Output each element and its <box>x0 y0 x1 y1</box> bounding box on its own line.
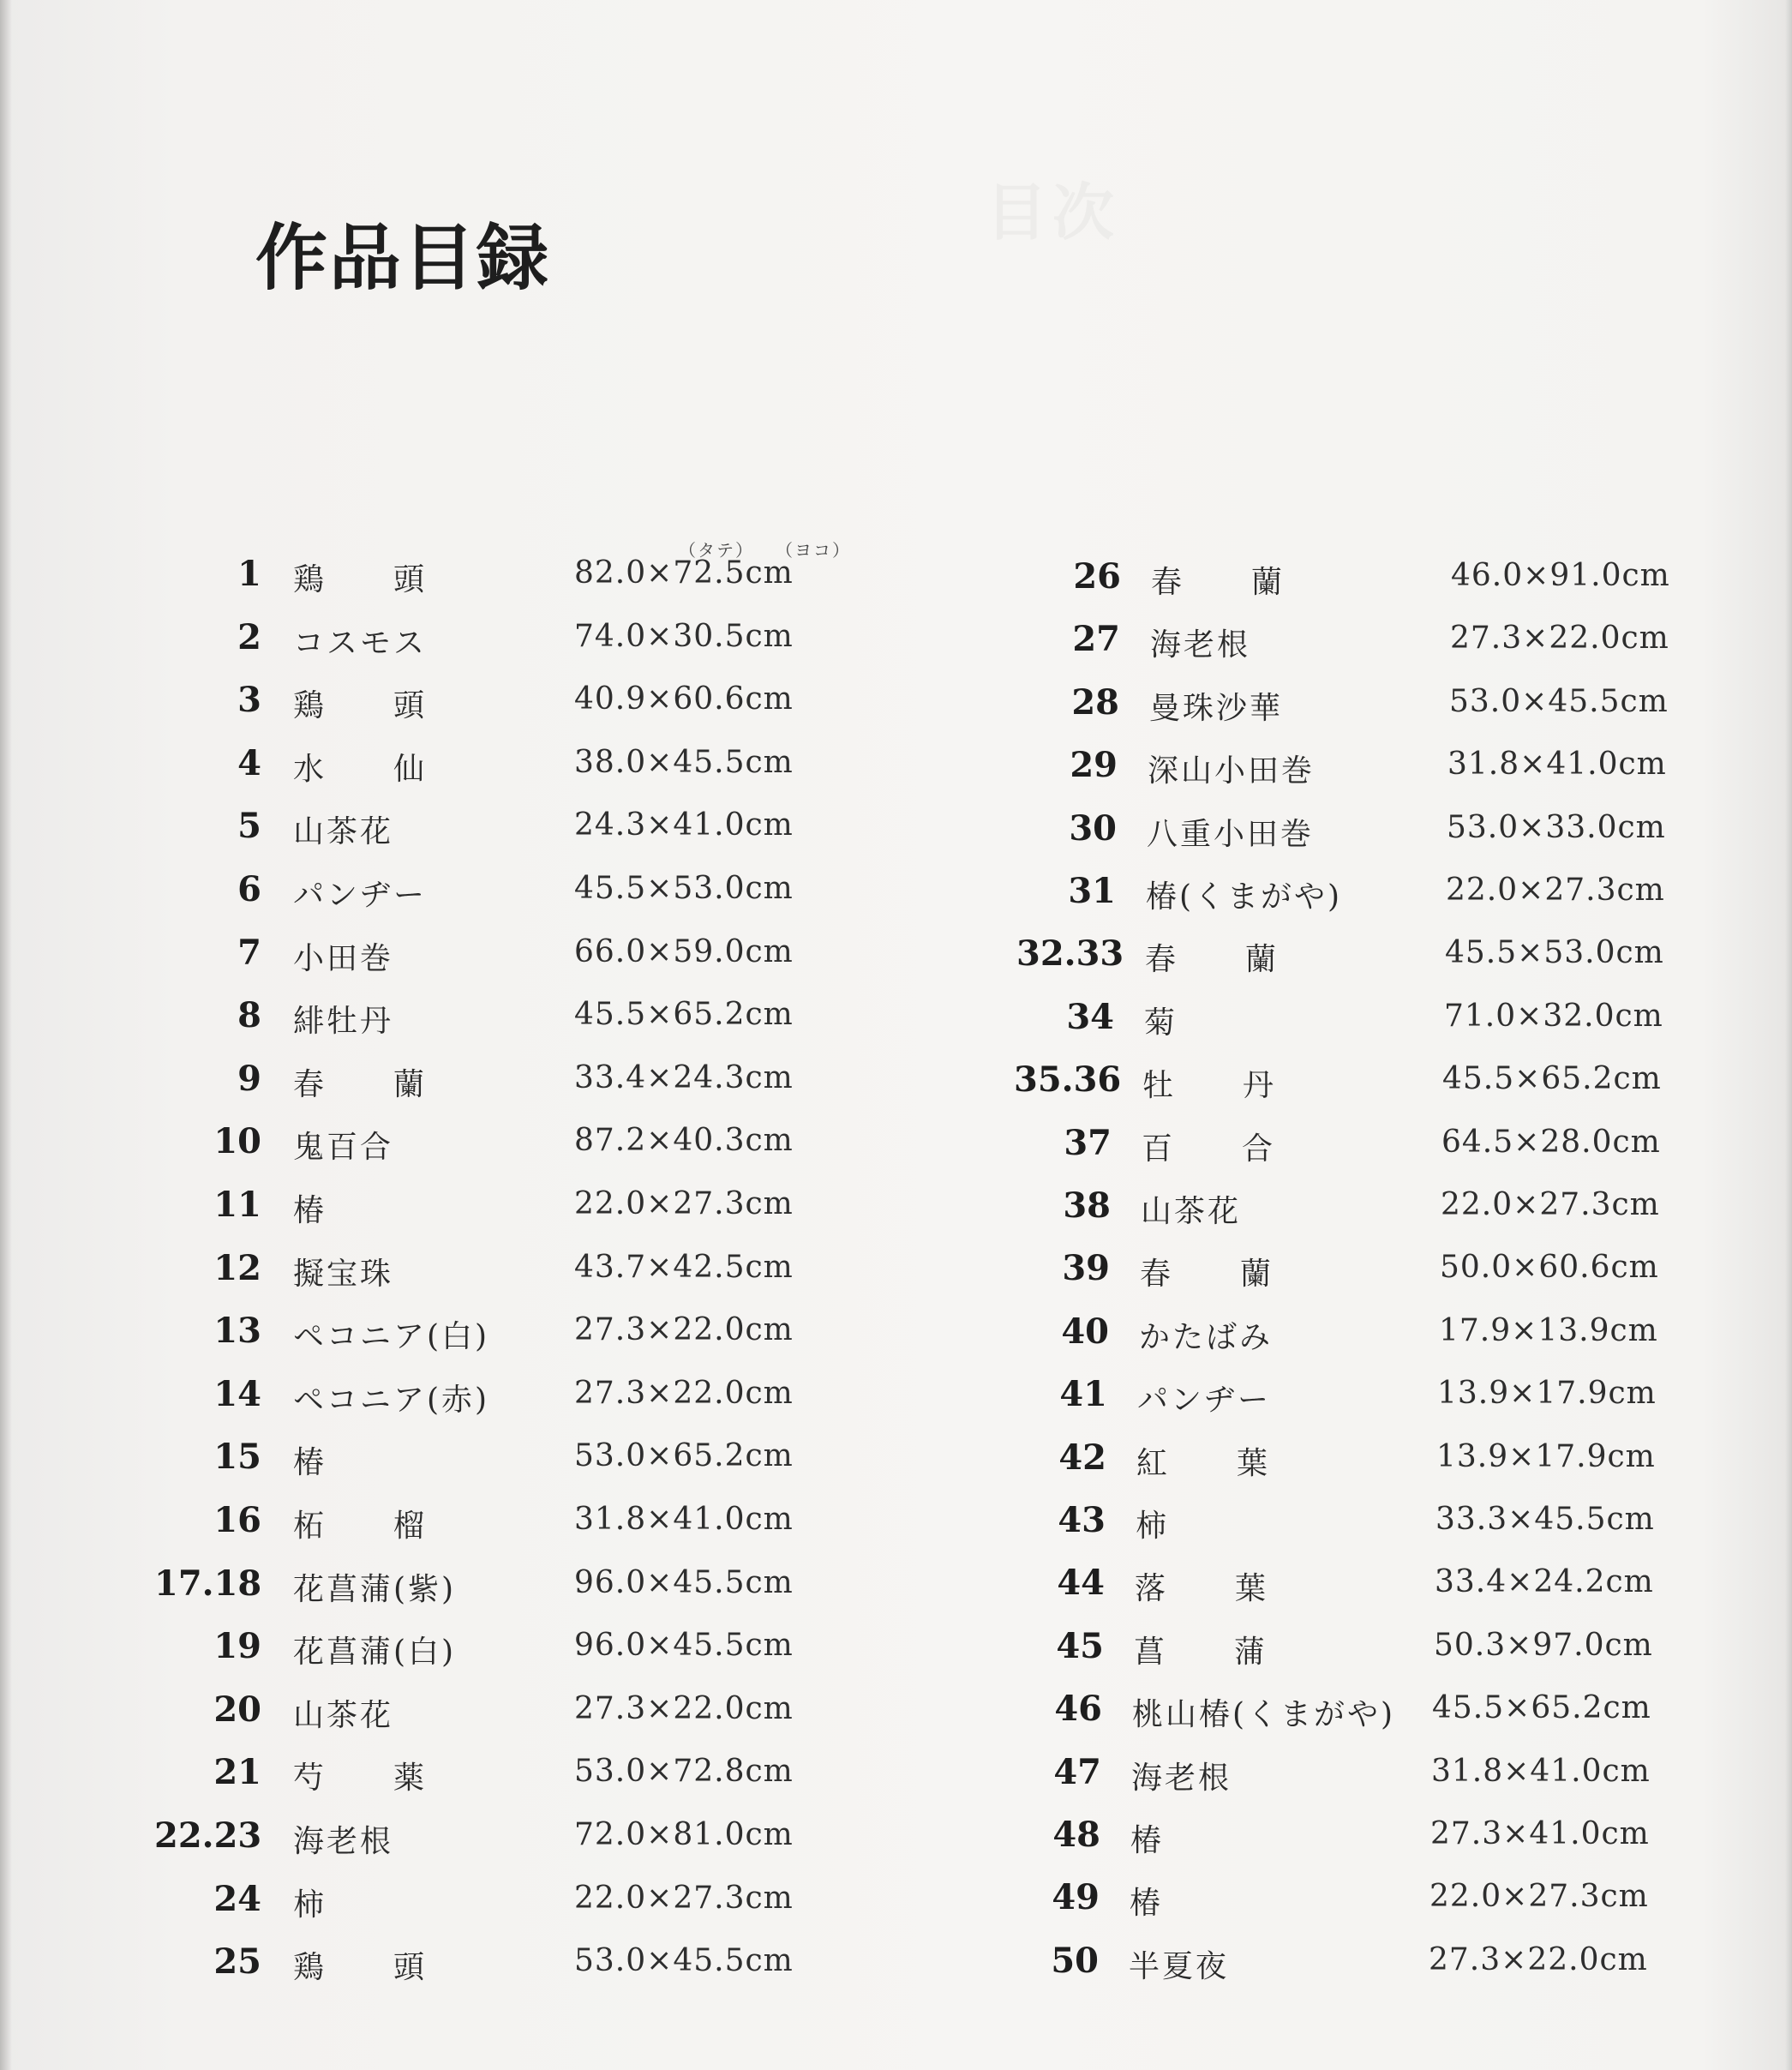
entry-title: パンヂー <box>293 878 428 913</box>
entry-number: 27 <box>1072 619 1120 659</box>
entry-title: 海老根 <box>293 1824 394 1859</box>
entry-number: 17.18 <box>154 1563 262 1604</box>
entry-number: 11 <box>213 1185 261 1225</box>
entry-size: 72.0×81.0cm <box>574 1817 794 1852</box>
entry-title: 鶏 頭 <box>293 562 428 597</box>
entry-size: 27.3×22.0cm <box>574 1691 794 1726</box>
entry-title: 鶏 頭 <box>293 688 428 723</box>
entry-title: 芍 薬 <box>293 1761 428 1796</box>
entry-number: 40 <box>1061 1311 1109 1352</box>
entry-number: 1 <box>237 554 261 594</box>
entry-title: 小田巻 <box>293 941 394 976</box>
entry-number: 45 <box>1056 1626 1104 1666</box>
entry-number: 30 <box>1069 808 1117 849</box>
entry-title: 八重小田巻 <box>1147 817 1315 852</box>
entry-title: 春 蘭 <box>1140 1257 1274 1292</box>
entry-number: 13 <box>213 1311 261 1351</box>
entry-number: 31 <box>1068 871 1116 911</box>
entry-title: 春 蘭 <box>1145 942 1280 977</box>
entry-title: 椿 <box>293 1445 327 1480</box>
entry-size: 27.3×22.0cm <box>574 1376 794 1411</box>
entry-title: 柿 <box>293 1887 327 1923</box>
entry-title: コスモス <box>293 626 428 661</box>
entry-size: 53.0×33.0cm <box>1447 810 1666 845</box>
entry-title: ペコニア(赤) <box>293 1383 490 1418</box>
entry-title: 柿 <box>1136 1509 1170 1544</box>
entry-number: 15 <box>213 1437 261 1477</box>
entry-size: 27.3×22.0cm <box>1450 621 1669 656</box>
entry-size: 38.0×45.5cm <box>574 745 794 780</box>
entry-title: 牡 丹 <box>1142 1068 1277 1103</box>
page-gutter-shadow <box>0 0 12 2070</box>
entry-size: 27.3×41.0cm <box>1430 1816 1650 1851</box>
entry-size: 33.4×24.3cm <box>574 1060 794 1095</box>
entry-size: 31.8×41.0cm <box>1447 747 1667 782</box>
entry-number: 12 <box>213 1248 261 1288</box>
entry-size: 24.3×41.0cm <box>574 807 794 843</box>
entry-number: 47 <box>1053 1752 1101 1792</box>
entry-title: 緋牡丹 <box>293 1004 394 1039</box>
page-edge <box>1785 0 1792 2070</box>
entry-number: 35.36 <box>1014 1059 1122 1100</box>
entry-number: 44 <box>1057 1563 1105 1603</box>
entry-title: 深山小田巻 <box>1148 753 1316 789</box>
entry-title: 椿(くまがや) <box>1146 879 1343 915</box>
entry-title: 落 葉 <box>1135 1571 1269 1606</box>
entry-number: 38 <box>1063 1185 1111 1226</box>
entry-title: 半夏夜 <box>1129 1949 1230 1984</box>
entry-number: 21 <box>213 1752 261 1792</box>
entry-number: 48 <box>1052 1815 1100 1855</box>
entry-size: 33.3×45.5cm <box>1435 1502 1655 1537</box>
entry-number: 26 <box>1073 556 1121 597</box>
entry-title: 曼珠沙華 <box>1149 691 1284 726</box>
entry-title: 菊 <box>1144 1005 1178 1041</box>
entry-number: 34 <box>1066 997 1114 1037</box>
entry-size: 66.0×59.0cm <box>574 934 794 969</box>
entry-title: かたばみ <box>1139 1320 1274 1355</box>
entry-title: 山茶花 <box>293 1698 394 1733</box>
entry-size: 46.0×91.0cm <box>1451 558 1670 593</box>
entry-number: 19 <box>213 1626 261 1666</box>
entry-size: 13.9×17.9cm <box>1437 1376 1657 1411</box>
height-hint: （タテ） <box>679 540 754 561</box>
entry-size: 45.5×53.0cm <box>1445 935 1664 970</box>
entry-title: 擬宝珠 <box>293 1257 394 1292</box>
entry-size: 27.3×22.0cm <box>574 1312 794 1347</box>
entry-size: 22.0×27.3cm <box>574 1186 794 1221</box>
entry-number: 5 <box>237 806 261 846</box>
entry-size: 87.2×40.3cm <box>574 1123 794 1158</box>
entry-number: 43 <box>1058 1500 1106 1540</box>
entry-size: 45.5×65.2cm <box>574 997 794 1032</box>
entry-title: 花菖蒲(白) <box>293 1635 457 1670</box>
entry-number: 49 <box>1052 1877 1100 1917</box>
entry-title: 椿 <box>293 1193 327 1228</box>
width-hint: （ヨコ） <box>776 540 851 561</box>
entry-number: 3 <box>237 680 261 720</box>
entry-number: 9 <box>237 1059 261 1099</box>
entry-title: 菖 蒲 <box>1134 1635 1268 1670</box>
entry-title: 海老根 <box>1131 1761 1232 1796</box>
entry-number: 24 <box>213 1879 261 1919</box>
entry-size: 40.9×60.6cm <box>574 681 794 717</box>
entry-size: 50.3×97.0cm <box>1434 1628 1653 1663</box>
entry-number: 22.23 <box>154 1815 262 1856</box>
entry-number: 46 <box>1054 1689 1102 1729</box>
entry-number: 29 <box>1070 745 1118 785</box>
entry-title: 桃山椿(くまがや) <box>1132 1697 1396 1732</box>
entry-number: 32.33 <box>1016 933 1124 974</box>
entry-size: 31.8×41.0cm <box>574 1502 794 1537</box>
entry-title: 椿 <box>1130 1823 1165 1858</box>
entry-title: 海老根 <box>1150 627 1251 663</box>
entry-size: 31.8×41.0cm <box>1431 1754 1651 1789</box>
entry-size: 71.0×32.0cm <box>1444 999 1663 1034</box>
entry-number: 4 <box>237 743 261 783</box>
entry-title: 柘 榴 <box>293 1509 428 1544</box>
entry-title: パンヂー <box>1137 1383 1272 1418</box>
entry-number: 16 <box>213 1500 261 1540</box>
entry-number: 2 <box>237 617 261 657</box>
entry-title: ペコニア(白) <box>293 1319 490 1354</box>
entry-size: 27.3×22.0cm <box>1429 1942 1648 1977</box>
entry-size: 53.0×72.8cm <box>574 1754 794 1789</box>
entry-title: 山茶花 <box>293 814 394 849</box>
entry-title: 百 合 <box>1142 1131 1276 1167</box>
entry-number: 39 <box>1062 1248 1110 1288</box>
entry-size: 45.5×65.2cm <box>1432 1690 1651 1725</box>
entry-size: 96.0×45.5cm <box>574 1628 794 1663</box>
entry-size: 53.0×45.5cm <box>574 1943 794 1978</box>
entry-size: 22.0×27.3cm <box>574 1881 794 1916</box>
entry-number: 6 <box>237 869 261 909</box>
entry-size: 45.5×53.0cm <box>574 871 794 906</box>
show-through-text <box>986 163 1119 252</box>
entry-size: 43.7×42.5cm <box>574 1250 794 1285</box>
entry-number: 37 <box>1064 1123 1112 1163</box>
entry-size: 33.4×24.2cm <box>1435 1564 1654 1599</box>
entry-number: 10 <box>213 1121 261 1161</box>
entry-size: 53.0×45.5cm <box>1449 684 1669 719</box>
entry-size: 22.0×27.3cm <box>1441 1187 1660 1222</box>
entry-number: 25 <box>213 1941 261 1982</box>
entry-number: 50 <box>1051 1941 1099 1981</box>
entry-number: 41 <box>1059 1374 1107 1414</box>
entry-size: 50.0×60.6cm <box>1440 1250 1659 1285</box>
entry-size: 17.9×13.9cm <box>1439 1313 1658 1348</box>
entry-size: 64.5×28.0cm <box>1441 1125 1661 1160</box>
entry-size: 96.0×45.5cm <box>574 1565 794 1600</box>
entry-title: 水 仙 <box>293 752 428 787</box>
page-title: 作品目録 <box>255 215 551 301</box>
entry-size: 13.9×17.9cm <box>1436 1439 1656 1474</box>
entry-size: 22.0×27.3cm <box>1429 1879 1649 1914</box>
entry-number: 14 <box>213 1374 261 1414</box>
entry-title: 椿 <box>1130 1886 1164 1921</box>
entry-size: 45.5×65.2cm <box>1442 1061 1662 1096</box>
entry-title: 花菖蒲(紫) <box>293 1572 457 1607</box>
entry-size: 53.0×65.2cm <box>574 1438 794 1473</box>
entry-number: 8 <box>237 995 261 1035</box>
entry-title: 山茶花 <box>1141 1194 1242 1229</box>
entry-title: 春 蘭 <box>1151 565 1286 600</box>
entry-title: 紅 葉 <box>1136 1446 1271 1481</box>
entry-number: 7 <box>237 933 261 973</box>
entry-title: 鬼百合 <box>293 1130 394 1165</box>
entry-title: 春 蘭 <box>293 1067 428 1102</box>
entry-number: 20 <box>213 1689 261 1730</box>
entry-size: 82.0×72.5cm <box>574 555 794 591</box>
entry-size: 22.0×27.3cm <box>1446 873 1665 908</box>
entry-number: 42 <box>1058 1437 1106 1478</box>
entry-size: 74.0×30.5cm <box>574 619 794 654</box>
entry-number: 28 <box>1071 682 1119 723</box>
entry-title: 鶏 頭 <box>293 1950 428 1985</box>
